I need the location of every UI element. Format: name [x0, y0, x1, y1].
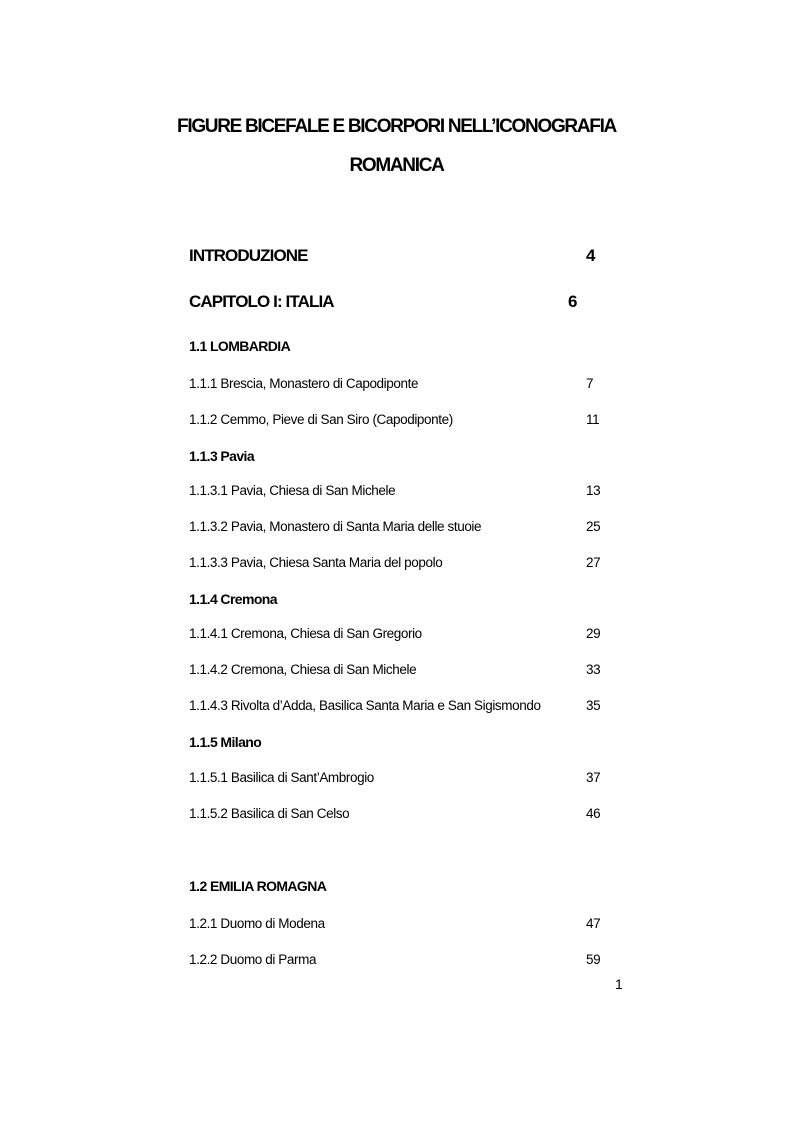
- toc-entry-page: 37: [586, 770, 601, 785]
- toc-entry-label: 1.2.2 Duomo di Parma: [189, 952, 317, 967]
- toc-entry-label: 1.1.2 Cemmo, Pieve di San Siro (Capodiponte): [189, 412, 453, 427]
- toc-entry-label: 1.2 EMILIA ROMAGNA: [189, 878, 327, 894]
- toc-entry-label: 1.1 LOMBARDIA: [189, 338, 291, 354]
- toc-entry-label: 1.1.5.1 Basilica di Sant’Ambrogio: [189, 770, 374, 785]
- toc-entry-label: 1.1.4.1 Cremona, Chiesa di San Gregorio: [189, 626, 422, 641]
- toc-entry-page: 29: [586, 626, 601, 641]
- toc-entry-label: 1.1.5.2 Basilica di San Celso: [189, 806, 350, 821]
- toc-entry-label: INTRODUZIONE: [189, 246, 308, 265]
- toc-entry-page: 59: [586, 952, 601, 967]
- toc-entry-label: 1.1.4 Cremona: [189, 591, 277, 607]
- toc-entry-label: 1.1.4.2 Cremona, Chiesa di San Michele: [189, 662, 417, 677]
- toc-entry-label: 1.1.3 Pavia: [189, 448, 255, 464]
- toc-entry-label: 1.1.5 Milano: [189, 734, 262, 750]
- document-title-line-1: FIGURE BICEFALE E BICORPORI NELL’ICONOGRAFIA: [177, 116, 616, 137]
- toc-entry-page: 47: [586, 916, 601, 931]
- toc-entry-label: 1.1.1 Brescia, Monastero di Capodiponte: [189, 376, 419, 391]
- toc-entry-page: 4: [586, 246, 595, 265]
- toc-entry-page: 11: [586, 412, 600, 427]
- toc-entry-label: 1.1.4.3 Rivolta d’Adda, Basilica Santa Maria e San Sigismondo: [189, 698, 541, 713]
- document-title-line-2: ROMANICA: [349, 155, 444, 176]
- toc-entry-page: 33: [586, 662, 601, 677]
- toc-entry-page: 13: [586, 483, 601, 498]
- toc-entry-label: 1.1.3.2 Pavia, Monastero di Santa Maria delle stuoie: [189, 519, 482, 534]
- toc-entry-page: 35: [586, 698, 601, 713]
- toc-entry-label: 1.1.3.3 Pavia, Chiesa Santa Maria del popolo: [189, 555, 443, 570]
- toc-entry-label: 1.1.3.1 Pavia, Chiesa di San Michele: [189, 483, 396, 498]
- toc-entry-page: 27: [586, 555, 601, 570]
- toc-entry-label: CAPITOLO I: ITALIA: [189, 292, 334, 311]
- toc-entry-page: 6: [568, 292, 577, 311]
- toc-entry-page: 46: [586, 806, 601, 821]
- toc-entry-page: 25: [586, 519, 601, 534]
- toc-entry-page: 7: [586, 376, 594, 391]
- page-number: 1: [615, 976, 623, 992]
- toc-entry-label: 1.2.1 Duomo di Modena: [189, 916, 325, 931]
